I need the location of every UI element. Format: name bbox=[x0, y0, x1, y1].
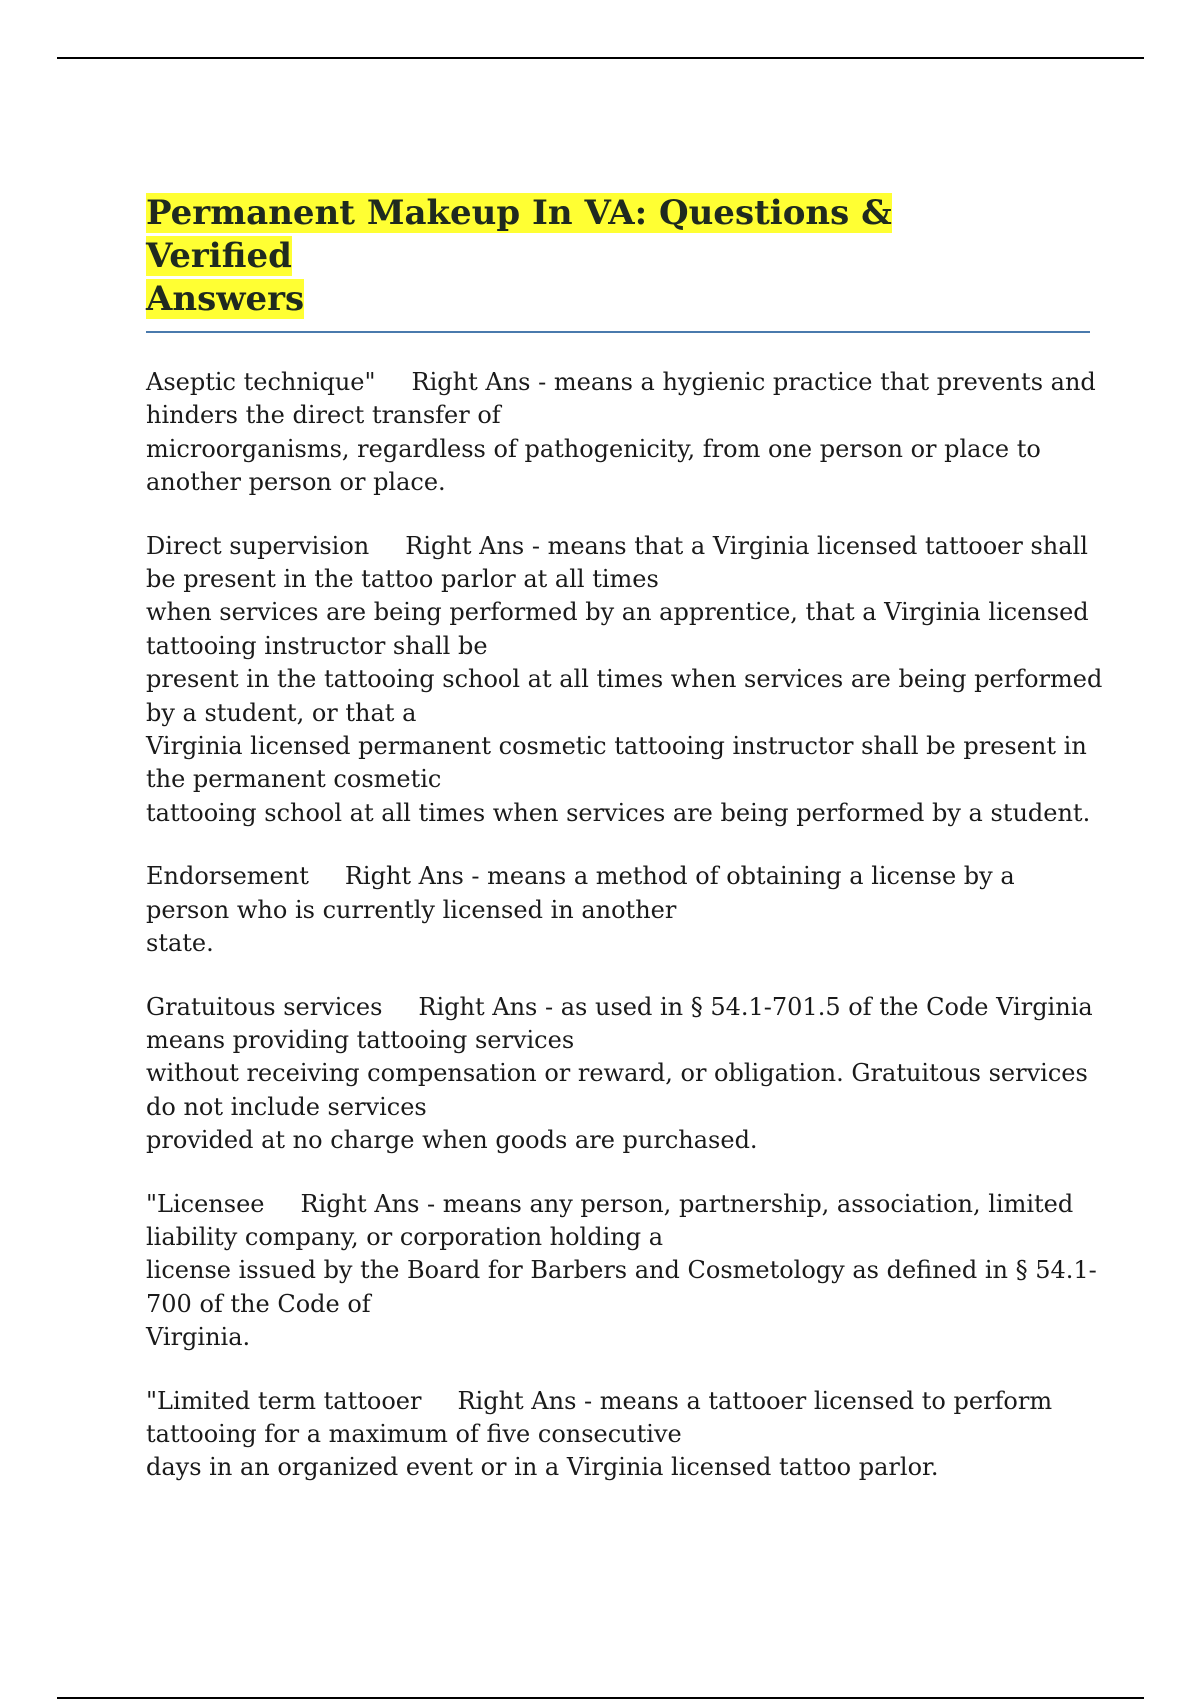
entry-answer-line: means providing tattooing services bbox=[146, 1025, 575, 1054]
entry-term: Endorsement bbox=[146, 862, 309, 891]
entry-term: "Limited term tattooer bbox=[146, 1386, 422, 1415]
entry-answer-line: be present in the tattoo parlor at all times bbox=[146, 565, 659, 594]
entry-answer-line: days in an organized event or in a Virginia licensed tattoo parlor. bbox=[146, 1453, 939, 1482]
entry-first-line bbox=[146, 366, 1096, 399]
header-rule bbox=[57, 57, 1144, 59]
qa-entry bbox=[146, 1385, 1090, 1485]
entry-term: Gratuitous services bbox=[146, 992, 383, 1021]
entry-answer-start: Right Ans - means a tattooer licensed to perform bbox=[457, 1386, 1053, 1415]
entry-answer-line: Virginia. bbox=[146, 1323, 251, 1352]
entry-answer-line: state. bbox=[146, 929, 214, 958]
entry-answer-line: license issued by the Board for Barbers and Cosmetology as defined in § 54.1- bbox=[146, 1256, 1097, 1285]
qa-entry bbox=[146, 530, 1103, 831]
entry-list bbox=[146, 366, 1103, 1485]
document-body bbox=[146, 192, 1103, 1515]
qa-entry bbox=[146, 366, 1096, 500]
entry-answer-start: Right Ans - as used in § 54.1-701.5 of the Code Virginia bbox=[418, 992, 1093, 1021]
qa-entry bbox=[146, 1188, 1097, 1355]
entry-answer-line: tattooing for a maximum of five consecutive bbox=[146, 1419, 682, 1448]
entry-term: "Licensee bbox=[146, 1189, 265, 1218]
entry-first-line bbox=[146, 860, 1090, 893]
entry-answer-line: hinders the direct transfer of bbox=[146, 401, 501, 430]
footer-rule bbox=[57, 1697, 1144, 1699]
title-line-1: Permanent Makeup In VA: Questions & Verified bbox=[146, 193, 892, 276]
entry-answer-start: Right Ans - means that a Virginia licensed tattooer shall bbox=[405, 531, 1088, 560]
entry-answer-line: by a student, or that a bbox=[146, 698, 417, 727]
title-block bbox=[146, 192, 1090, 333]
qa-entry bbox=[146, 860, 1090, 960]
entry-answer-line: another person or place. bbox=[146, 468, 446, 497]
entry-answer-line: the permanent cosmetic bbox=[146, 765, 442, 794]
entry-first-line bbox=[146, 991, 1093, 1024]
qa-entry bbox=[146, 991, 1093, 1158]
entry-first-line bbox=[146, 530, 1090, 563]
document-title bbox=[146, 192, 1006, 321]
entry-answer-line: liability company, or corporation holding a bbox=[146, 1222, 664, 1251]
entry-answer-start: Right Ans - means any person, partnership, association, limited bbox=[300, 1189, 1074, 1218]
entry-answer-line: tattooing school at all times when services are being performed by a student. bbox=[146, 798, 1091, 827]
entry-term: Direct supervision bbox=[146, 531, 370, 560]
entry-answer-start: Right Ans - means a hygienic practice that prevents and bbox=[411, 368, 1096, 396]
entry-answer-line: 700 of the Code of bbox=[146, 1289, 371, 1318]
entry-answer-line: Virginia licensed permanent cosmetic tattooing instructor shall be present in bbox=[146, 732, 1087, 761]
entry-answer-start: Right Ans - means a method of obtaining a license by a bbox=[344, 862, 1015, 891]
title-line-2: Answers bbox=[146, 279, 305, 319]
entry-answer-line: person who is currently licensed in another bbox=[146, 895, 677, 924]
entry-first-line bbox=[146, 1188, 1090, 1221]
entry-answer-line: without receiving compensation or reward, or obligation. Gratuitous services bbox=[146, 1059, 1088, 1088]
entry-answer-line: provided at no charge when goods are purchased. bbox=[146, 1126, 758, 1155]
entry-answer-line: microorganisms, regardless of pathogenicity, from one person or place to bbox=[146, 434, 1041, 463]
entry-term: Aseptic technique" bbox=[146, 368, 376, 396]
entry-answer-line: when services are being performed by an apprentice, that a Virginia licensed bbox=[146, 598, 1089, 627]
entry-answer-line: tattooing instructor shall be bbox=[146, 631, 488, 660]
entry-answer-line: present in the tattooing school at all times when services are being performed bbox=[146, 665, 1103, 694]
entry-answer-line: do not include services bbox=[146, 1092, 427, 1121]
entry-first-line bbox=[146, 1385, 1090, 1418]
